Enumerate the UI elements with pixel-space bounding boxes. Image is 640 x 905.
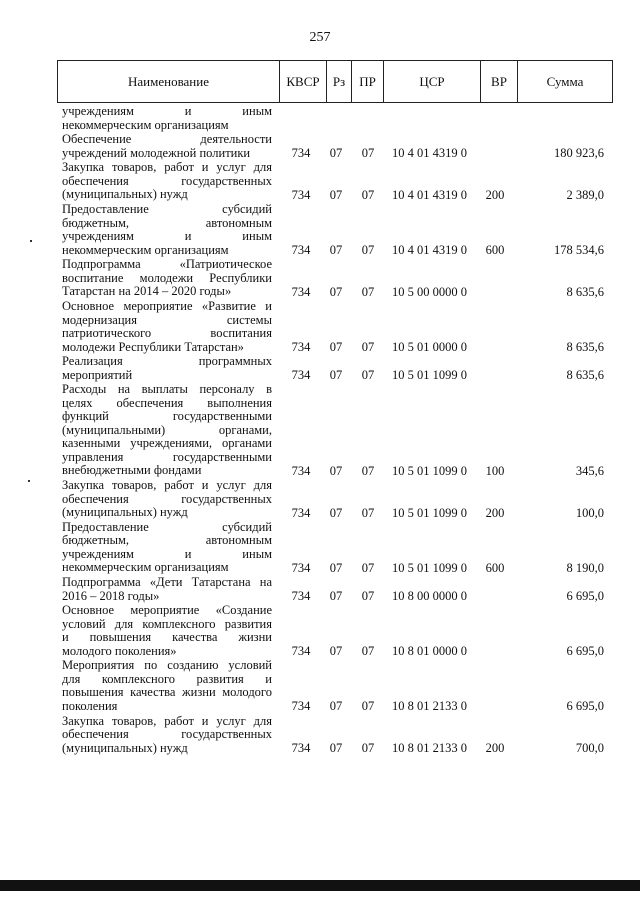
row-csr: 10 8 01 0000 0 — [392, 644, 467, 659]
table-row — [0, 383, 640, 478]
header-rz: Рз — [326, 61, 351, 102]
row-name-line: бюджетным, автономным — [62, 216, 272, 230]
row-name-line: (муниципальными) органами, — [62, 423, 272, 437]
row-name-line: воспитание молодежи Республики — [62, 271, 272, 285]
row-name-line: условий для комплексного развития — [62, 617, 272, 631]
row-name — [62, 383, 272, 478]
row-vr: 200 — [485, 505, 505, 520]
row-name-line: поколения — [62, 699, 118, 713]
row-name-line: и повышения качества жизни — [62, 631, 272, 645]
row-name-line: Закупка товаров, работ и услуг для — [62, 161, 272, 175]
row-sum: 345,6 — [575, 463, 604, 478]
row-name-line: целях обеспечения выполнения — [62, 396, 272, 410]
row-pr: 07 — [361, 589, 375, 603]
row-sum: 100,0 — [575, 505, 604, 520]
row-rz: 07 — [329, 589, 343, 603]
header-sum: Сумма — [517, 61, 612, 102]
row-name-line: (муниципальных) нужд — [62, 506, 188, 520]
table-row — [0, 479, 640, 520]
row-name — [62, 715, 272, 756]
row-rz: 07 — [329, 243, 343, 258]
row-name-line: (муниципальных) нужд — [62, 741, 188, 755]
row-vr: 100 — [485, 463, 505, 478]
row-name-line: Предоставление субсидий — [62, 520, 272, 534]
header-vr: ВР — [480, 61, 517, 102]
row-kvsr: 734 — [291, 741, 311, 756]
row-kvsr: 734 — [291, 187, 311, 202]
row-vr: 600 — [485, 243, 505, 258]
row-pr: 07 — [361, 644, 375, 659]
row-kvsr: 734 — [291, 243, 311, 258]
row-pr: 07 — [361, 146, 375, 161]
row-name-line: Реализация программных — [62, 355, 272, 369]
row-pr: 07 — [361, 340, 375, 354]
row-pr: 07 — [361, 505, 375, 520]
row-csr: 10 5 01 1099 0 — [392, 368, 467, 383]
row-name-line: учреждениям и иным — [62, 547, 272, 561]
row-pr: 07 — [361, 741, 375, 756]
row-name-line: модернизация системы — [62, 313, 272, 327]
scan-speck — [28, 480, 30, 482]
row-name-line: для комплексного развития и — [62, 672, 272, 686]
row-kvsr: 734 — [291, 340, 311, 354]
row-name-line: Мероприятия по созданию условий — [62, 659, 272, 673]
row-rz: 07 — [329, 284, 343, 299]
row-name-line: молодого поколения» — [62, 644, 177, 658]
row-csr: 10 5 01 1099 0 — [392, 560, 467, 575]
row-name-line: Основное мероприятие «Развитие и — [62, 300, 272, 313]
row-name-line: Обеспечение деятельности — [62, 133, 272, 147]
row-name-line: Татарстан на 2014 – 2020 годы» — [62, 285, 232, 299]
row-rz: 07 — [329, 463, 343, 478]
row-vr: 600 — [485, 560, 505, 575]
row-sum: 6 695,0 — [566, 699, 604, 714]
row-name-line: Закупка товаров, работ и услуг для — [62, 714, 272, 728]
row-name-line: Расходы на выплаты персоналу в — [62, 383, 272, 397]
row-kvsr: 734 — [291, 589, 311, 603]
row-name-line: некоммерческим организациям — [62, 561, 229, 575]
row-name-line: обеспечения государственных — [62, 492, 272, 506]
row-name — [62, 258, 272, 299]
row-pr: 07 — [361, 284, 375, 299]
table-row — [0, 715, 640, 756]
row-sum: 180 923,6 — [554, 146, 604, 161]
row-csr: 10 4 01 4319 0 — [392, 146, 467, 161]
row-name — [62, 203, 272, 257]
row-name — [62, 133, 272, 160]
row-csr: 10 8 00 0000 0 — [392, 589, 467, 603]
row-name-line: обеспечения государственных — [62, 174, 272, 188]
row-pr: 07 — [361, 368, 375, 383]
row-rz: 07 — [329, 560, 343, 575]
row-name — [62, 355, 272, 382]
row-csr: 10 8 01 2133 0 — [392, 741, 467, 756]
row-rz: 07 — [329, 699, 343, 714]
page-number: 257 — [309, 30, 331, 45]
table-row — [0, 258, 640, 299]
row-name-line: бюджетным, автономным — [62, 534, 272, 548]
row-kvsr: 734 — [291, 560, 311, 575]
row-name-line: учреждений молодежной политики — [62, 146, 251, 160]
scan-speck — [30, 240, 32, 242]
row-name-line: Подпрограмма «Патриотическое — [62, 258, 272, 272]
row-name-line: патриотического воспитания — [62, 327, 272, 340]
row-name-line: 2016 – 2018 годы» — [62, 589, 160, 603]
row-kvsr: 734 — [291, 644, 311, 659]
row-csr: 10 5 01 1099 0 — [392, 505, 467, 520]
row-rz: 07 — [329, 368, 343, 383]
row-csr: 10 5 01 1099 0 — [392, 463, 467, 478]
table-row — [0, 133, 640, 160]
row-name — [62, 659, 272, 713]
table-row — [0, 300, 640, 354]
row-rz: 07 — [329, 644, 343, 659]
table-row — [0, 105, 640, 132]
row-name-line: повышения качества жизни молодого — [62, 686, 272, 700]
row-name-line: функций государственными — [62, 410, 272, 424]
table-row — [0, 355, 640, 382]
row-rz: 07 — [329, 340, 343, 354]
row-csr: 10 8 01 2133 0 — [392, 699, 467, 714]
row-kvsr: 734 — [291, 368, 311, 383]
row-sum: 178 534,6 — [554, 243, 604, 258]
row-pr: 07 — [361, 463, 375, 478]
header-pr: ПР — [351, 61, 383, 102]
row-name — [62, 161, 272, 202]
scan-border — [0, 880, 640, 891]
table-row — [0, 161, 640, 202]
row-pr: 07 — [361, 560, 375, 575]
row-sum: 8 635,6 — [566, 340, 604, 354]
table-row — [0, 203, 640, 257]
row-sum: 2 389,0 — [566, 187, 604, 202]
row-rz: 07 — [329, 505, 343, 520]
row-kvsr: 734 — [291, 284, 311, 299]
row-name — [62, 105, 272, 132]
row-vr: 200 — [485, 741, 505, 756]
header-csr: ЦСР — [383, 61, 480, 102]
row-name-line: Предоставление субсидий — [62, 203, 272, 217]
row-name-line: некоммерческим организациям — [62, 243, 229, 257]
row-sum: 8 635,6 — [566, 368, 604, 383]
row-sum: 8 635,6 — [566, 284, 604, 299]
row-rz: 07 — [329, 146, 343, 161]
row-name-line: молодежи Республики Татарстан» — [62, 340, 244, 354]
row-name-line: учреждениям и иным — [62, 105, 272, 118]
table-row — [0, 659, 640, 713]
row-csr: 10 4 01 4319 0 — [392, 187, 467, 202]
row-sum: 700,0 — [575, 741, 604, 756]
table-row — [0, 576, 640, 603]
header-kvsr: КВСР — [279, 61, 326, 102]
row-name — [62, 604, 272, 658]
table-row — [0, 604, 640, 658]
row-csr: 10 5 01 0000 0 — [392, 340, 467, 354]
row-name — [62, 576, 272, 603]
row-name-line: управления государственными — [62, 450, 272, 464]
row-kvsr: 734 — [291, 505, 311, 520]
row-name-line: мероприятий — [62, 368, 133, 382]
row-vr: 200 — [485, 187, 505, 202]
row-kvsr: 734 — [291, 463, 311, 478]
row-csr: 10 5 00 0000 0 — [392, 284, 467, 299]
row-pr: 07 — [361, 699, 375, 714]
table-row — [0, 521, 640, 575]
row-name-line: учреждениям и иным — [62, 230, 272, 244]
row-name-line: внебюджетными фондами — [62, 464, 202, 478]
row-name-line: Подпрограмма «Дети Татарстана на — [62, 576, 272, 589]
row-kvsr: 734 — [291, 699, 311, 714]
row-name — [62, 300, 272, 354]
row-rz: 07 — [329, 187, 343, 202]
row-name-line: Закупка товаров, работ и услуг для — [62, 479, 272, 493]
row-csr: 10 4 01 4319 0 — [392, 243, 467, 258]
row-sum: 6 695,0 — [566, 644, 604, 659]
row-name-line: (муниципальных) нужд — [62, 188, 188, 202]
row-rz: 07 — [329, 741, 343, 756]
row-name-line: обеспечения государственных — [62, 728, 272, 742]
row-sum: 6 695,0 — [566, 589, 604, 603]
row-name-line: некоммерческим организациям — [62, 118, 229, 132]
row-sum: 8 190,0 — [566, 560, 604, 575]
row-pr: 07 — [361, 187, 375, 202]
row-pr: 07 — [361, 243, 375, 258]
row-name — [62, 521, 272, 575]
table-header — [57, 60, 613, 103]
row-name-line: казенными учреждениями, органами — [62, 437, 272, 451]
row-kvsr: 734 — [291, 146, 311, 161]
row-name-line: Основное мероприятие «Создание — [62, 604, 272, 618]
header-name: Наименование — [128, 74, 209, 89]
row-name — [62, 479, 272, 520]
